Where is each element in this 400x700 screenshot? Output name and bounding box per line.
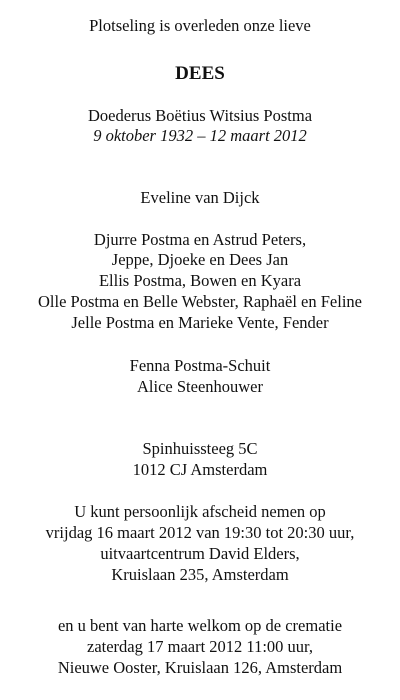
cremation-line: zaterdag 17 maart 2012 11:00 uur, (87, 637, 313, 656)
farewell-line: vrijdag 16 maart 2012 van 19:30 tot 20:30 uur, (45, 523, 355, 542)
deceased-full-name: Doederus Boëtius Witsius Postma (87, 106, 313, 125)
family-line: Djurre Postma en Astrud Peters, (93, 230, 307, 249)
address-city: 1012 CJ Amsterdam (132, 460, 268, 479)
cremation-line: Nieuwe Ooster, Kruislaan 126, Amsterdam (57, 658, 343, 677)
other-relative: Alice Steenhouwer (137, 377, 263, 396)
address-street: Spinhuissteeg 5C (142, 439, 258, 458)
other-relative: Fenna Postma-Schuit (129, 356, 271, 375)
life-dates: 9 oktober 1932 – 12 maart 2012 (93, 126, 307, 145)
partner-name: Eveline van Dijck (140, 188, 260, 207)
family-line: Jeppe, Djoeke en Dees Jan (111, 250, 289, 269)
farewell-line: U kunt persoonlijk afscheid nemen op (74, 502, 326, 521)
intro-text: Plotseling is overleden onze lieve (89, 16, 311, 35)
farewell-line: Kruislaan 235, Amsterdam (111, 565, 289, 584)
cremation-line: en u bent van harte welkom op de crematie (57, 616, 343, 635)
family-line: Jelle Postma en Marieke Vente, Fender (71, 313, 329, 332)
deceased-nickname: DEES (175, 63, 225, 84)
farewell-line: uitvaartcentrum David Elders, (100, 544, 300, 563)
family-line: Olle Postma en Belle Webster, Raphaël en Feline (38, 292, 362, 311)
family-line: Ellis Postma, Bowen en Kyara (98, 271, 302, 290)
